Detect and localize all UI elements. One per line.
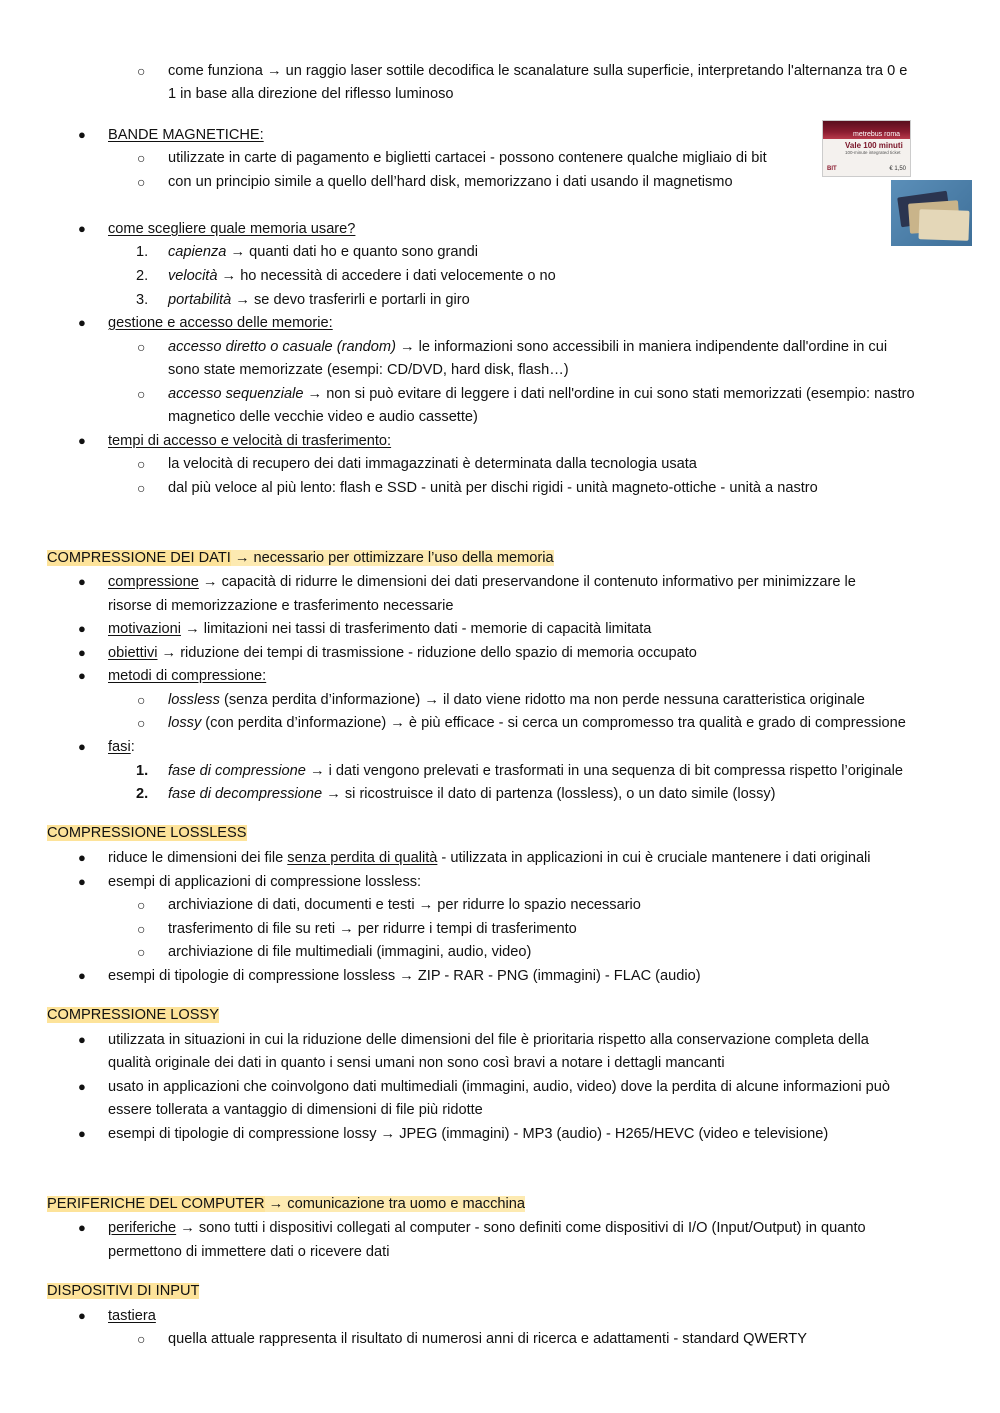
metodi-title-text: metodi di compressione: bbox=[108, 668, 267, 684]
scelta-item-1 bbox=[168, 242, 478, 262]
fasi-title bbox=[108, 737, 135, 757]
bande-item-1: utilizzate in carte di pagamento e biglietti cartacei - possono contenere qualche migliaio di bit bbox=[168, 150, 767, 166]
arrow-icon: → bbox=[400, 339, 415, 355]
magnetic-cards-image bbox=[891, 180, 972, 246]
term: tastiera bbox=[108, 1308, 156, 1324]
lossless-heading bbox=[47, 822, 247, 844]
arrow-icon: → bbox=[234, 550, 250, 566]
arrow-icon: → bbox=[266, 63, 282, 79]
tempi-title-text: tempi di accesso e velocità di trasferimento: bbox=[108, 433, 392, 449]
ticket-title: Vale 100 minuti bbox=[845, 141, 903, 150]
term: obiettivi bbox=[108, 645, 158, 661]
bande-item-2: con un principio simile a quello dell’hard disk, memorizzano i dati usando il magnetismo bbox=[168, 174, 733, 190]
come-funziona-line-2: 1 in base alla direzione del riflesso luminoso bbox=[168, 86, 454, 102]
bande-magnetiche-title bbox=[108, 125, 264, 145]
arrow-icon: → bbox=[307, 386, 323, 402]
compressione-def-2: risorse di memorizzazione e trasferimento necessarie bbox=[108, 598, 454, 614]
metodo-lossy bbox=[168, 713, 906, 733]
bullet: ● bbox=[78, 1032, 86, 1047]
sub-bullet: ○ bbox=[137, 715, 146, 731]
arrow-icon: → bbox=[309, 763, 325, 779]
bullet: ● bbox=[78, 739, 86, 754]
heading-label: COMPRESSIONE LOSSY bbox=[47, 1007, 219, 1023]
scelta-item-2 bbox=[168, 266, 556, 286]
arrow-icon: → bbox=[268, 1196, 284, 1212]
heading-label: DISPOSITIVI DI INPUT bbox=[47, 1283, 200, 1299]
lossless-sub-2: trasferimento di file su reti → per ridurre i tempi di trasferimento bbox=[168, 921, 577, 937]
arrow-icon: → bbox=[326, 786, 341, 802]
scelta-title-text: come scegliere quale memoria usare? bbox=[108, 221, 356, 237]
bullet: ● bbox=[78, 1079, 86, 1094]
item-text: quanti dati ho e quanto sono grandi bbox=[245, 244, 478, 260]
list-number: 2. bbox=[136, 786, 149, 802]
input-heading bbox=[47, 1280, 199, 1302]
heading-rest bbox=[231, 550, 554, 566]
term: capienza bbox=[168, 244, 227, 260]
arrow-icon: → bbox=[235, 292, 250, 308]
fasi-title-text: fasi bbox=[108, 739, 131, 755]
lossy-heading bbox=[47, 1004, 219, 1026]
sub-bullet: ○ bbox=[137, 692, 146, 708]
lossless-item-1 bbox=[108, 848, 871, 868]
bullet: ● bbox=[78, 645, 86, 660]
fase-compressione bbox=[168, 761, 903, 781]
accesso-sequenziale-line bbox=[168, 384, 915, 404]
sub-bullet: ○ bbox=[137, 944, 146, 960]
bullet: ● bbox=[78, 574, 86, 589]
come-funziona-label: come funziona bbox=[168, 63, 263, 79]
lossless-sub-3: archiviazione di file multimediali (immagini, audio, video) bbox=[168, 944, 532, 960]
lossy-item-3: esempi di tipologie di compressione lossy → JPEG (immagini) - MP3 (audio) - H265/HEVC (video e televisione) bbox=[108, 1126, 829, 1142]
sub-bullet: ○ bbox=[137, 921, 146, 937]
item-text: ho necessità di accedere i dati velocemente o no bbox=[236, 268, 556, 284]
term: velocità bbox=[168, 268, 218, 284]
scelta-memoria-title bbox=[108, 219, 355, 239]
accesso-sequenziale-line-2: magnetico delle vecchie video e audio cassette) bbox=[168, 409, 478, 425]
lossless-item-3: esempi di tipologie di compressione lossless → ZIP - RAR - PNG (immagini) - FLAC (audio) bbox=[108, 968, 701, 984]
item-text: - utilizzata in applicazioni in cui è cruciale mantenere i dati originali bbox=[437, 850, 871, 866]
arrow-icon: → bbox=[221, 268, 237, 284]
list-number: 2. bbox=[136, 268, 149, 284]
ticket-subtitle: 100-minute integrated ticket bbox=[845, 150, 901, 155]
arrow-icon: → bbox=[180, 1220, 195, 1236]
lossy-item-2-line-2: essere tollerata a vantaggio di dimensioni di file più ridotte bbox=[108, 1102, 483, 1118]
accesso-diretto-line-2: sono state memorizzate (esempi: CD/DVD, hard disk, flash…) bbox=[168, 362, 569, 378]
fase-decompressione bbox=[168, 784, 776, 804]
card-shape bbox=[918, 209, 969, 241]
sub-bullet: ○ bbox=[137, 1331, 146, 1347]
tempi-item-2: dal più veloce al più lento: flash e SSD - unità per dischi rigidi - unità magneto-ottiche - unità a nastro bbox=[168, 480, 818, 496]
item-text: (con perdita d’informazione) → è più efficace - si cerca un compromesso tra qualità e grado di compressione bbox=[201, 715, 906, 731]
item-text: i dati vengono prelevati e trasformati in una sequenza di bit compressa rispetto l’originale bbox=[324, 763, 903, 779]
arrow-icon: → bbox=[202, 574, 218, 590]
bullet: ● bbox=[78, 127, 86, 142]
come-funziona-text: un raggio laser sottile decodifica le scanalature sulla superficie, interpretando l'alternanza tra 0 e bbox=[281, 63, 908, 79]
bullet: ● bbox=[78, 1308, 86, 1323]
heading-label: PERIFERICHE DEL COMPUTER bbox=[47, 1196, 265, 1212]
obiettivi bbox=[108, 643, 697, 663]
bullet: ● bbox=[78, 850, 86, 865]
bullet: ● bbox=[78, 1220, 86, 1235]
bullet: ● bbox=[78, 668, 86, 683]
sub-bullet: ○ bbox=[137, 174, 146, 190]
term: compressione bbox=[108, 574, 199, 590]
heading-rest-text: necessario per ottimizzare l’uso della memoria bbox=[249, 550, 554, 566]
list-number: 1. bbox=[136, 244, 149, 260]
accesso-diretto-line bbox=[168, 337, 887, 357]
term: lossy bbox=[168, 715, 202, 731]
ticket-price: € 1,50 bbox=[889, 166, 906, 172]
term: lossless bbox=[168, 692, 220, 708]
underlined-text: senza perdita di qualità bbox=[287, 850, 438, 866]
list-number: 3. bbox=[136, 292, 149, 308]
heading-label: COMPRESSIONE DEI DATI bbox=[47, 550, 231, 566]
arrow-icon: → bbox=[161, 645, 177, 661]
item-text: non si può evitare di leggere i dati nell'ordine in cui sono stati memorizzati (esempio: nastro bbox=[322, 386, 915, 402]
term: portabilità bbox=[168, 292, 232, 308]
tastiera-sub: quella attuale rappresenta il risultato di numerosi anni di ricerca e adattamenti - standard QWERTY bbox=[168, 1331, 807, 1347]
heading-rest bbox=[265, 1196, 525, 1212]
ticket-brand: metrebus roma bbox=[823, 121, 910, 139]
term: accesso diretto o casuale (random) bbox=[168, 339, 396, 355]
bande-magnetiche-title-text: BANDE MAGNETICHE: bbox=[108, 127, 264, 143]
fasi-colon: : bbox=[130, 739, 135, 755]
item-text: limitazioni nei tassi di trasferimento dati - memorie di capacità limitata bbox=[199, 621, 652, 637]
sub-bullet: ○ bbox=[137, 456, 146, 472]
lossy-item-1-line-2: qualità originale dei dati in quanto i sensi umani non sono così bravi a notare i dettagli mancanti bbox=[108, 1055, 725, 1071]
ticket-logo: BIT bbox=[827, 166, 837, 172]
arrow-icon: → bbox=[185, 621, 200, 637]
sub-bullet: ○ bbox=[137, 480, 146, 496]
compressione-def bbox=[108, 572, 856, 592]
item-text: se devo trasferirli e portarli in giro bbox=[249, 292, 470, 308]
bullet: ● bbox=[78, 1126, 86, 1141]
term: fase di decompressione bbox=[168, 786, 323, 802]
periferiche-def bbox=[108, 1218, 866, 1238]
tempi-title bbox=[108, 431, 391, 451]
item-text: capacità di ridurre le dimensioni dei dati preservandone il contenuto informativo per minimizzare le bbox=[217, 574, 856, 590]
term: accesso sequenziale bbox=[168, 386, 304, 402]
bullet: ● bbox=[78, 315, 86, 330]
gestione-title-text: gestione e accesso delle memorie: bbox=[108, 315, 333, 331]
term: periferiche bbox=[108, 1220, 177, 1236]
bullet: ● bbox=[78, 968, 86, 983]
lossless-sub-1: archiviazione di dati, documenti e testi → per ridurre lo spazio necessario bbox=[168, 897, 641, 913]
sub-bullet: ○ bbox=[137, 897, 146, 913]
tastiera-title bbox=[108, 1306, 156, 1326]
bullet: ● bbox=[78, 433, 86, 448]
metrebus-ticket-image bbox=[822, 120, 911, 177]
sub-bullet: ○ bbox=[137, 386, 146, 402]
come-funziona-line bbox=[168, 61, 907, 81]
scelta-item-3 bbox=[168, 290, 470, 310]
sub-bullet: ○ bbox=[137, 63, 146, 79]
motivazioni bbox=[108, 619, 651, 639]
item-text: si ricostruisce il dato di partenza (lossless), o un dato simile (lossy) bbox=[340, 786, 776, 802]
arrow-icon: → bbox=[230, 244, 246, 260]
metodo-lossless bbox=[168, 690, 865, 710]
term: motivazioni bbox=[108, 621, 181, 637]
term: fase di compressione bbox=[168, 763, 306, 779]
item-text: le informazioni sono accessibili in maniera indipendente dall'ordine in cui bbox=[414, 339, 888, 355]
item-text: (senza perdita d’informazione) → il dato viene ridotto ma non perde nessuna caratteristica originale bbox=[219, 692, 865, 708]
item-text: sono tutti i dispositivi collegati al computer - sono definiti come dispositivi di I/O (Input/Output) in quanto bbox=[194, 1220, 866, 1236]
gestione-title bbox=[108, 313, 333, 333]
periferiche-def-2: permettono di immettere dati o ricevere dati bbox=[108, 1244, 390, 1260]
bullet: ● bbox=[78, 621, 86, 636]
periferiche-heading bbox=[47, 1193, 525, 1215]
tempi-item-1: la velocità di recupero dei dati immagazzinati è determinata dalla tecnologia usata bbox=[168, 456, 697, 472]
sub-bullet: ○ bbox=[137, 150, 146, 166]
lossy-item-1: utilizzata in situazioni in cui la riduzione delle dimensioni del file è prioritaria rispetto alla conservazione completa della bbox=[108, 1032, 869, 1048]
heading-rest-text: comunicazione tra uomo e macchina bbox=[283, 1196, 525, 1212]
item-text: riduce le dimensioni dei file bbox=[108, 850, 288, 866]
compressione-heading bbox=[47, 547, 554, 569]
item-text: riduzione dei tempi di trasmissione - riduzione dello spazio di memoria occupato bbox=[176, 645, 697, 661]
lossless-item-2: esempi di applicazioni di compressione lossless: bbox=[108, 874, 422, 890]
lossy-item-2: usato in applicazioni che coinvolgono dati multimediali (immagini, audio, video) dove la perdita di alcune informazioni può bbox=[108, 1079, 891, 1095]
list-number: 1. bbox=[136, 763, 149, 779]
heading-label: COMPRESSIONE LOSSLESS bbox=[47, 825, 247, 841]
bullet: ● bbox=[78, 221, 86, 236]
metodi-title bbox=[108, 666, 266, 686]
sub-bullet: ○ bbox=[137, 339, 146, 355]
bullet: ● bbox=[78, 874, 86, 889]
